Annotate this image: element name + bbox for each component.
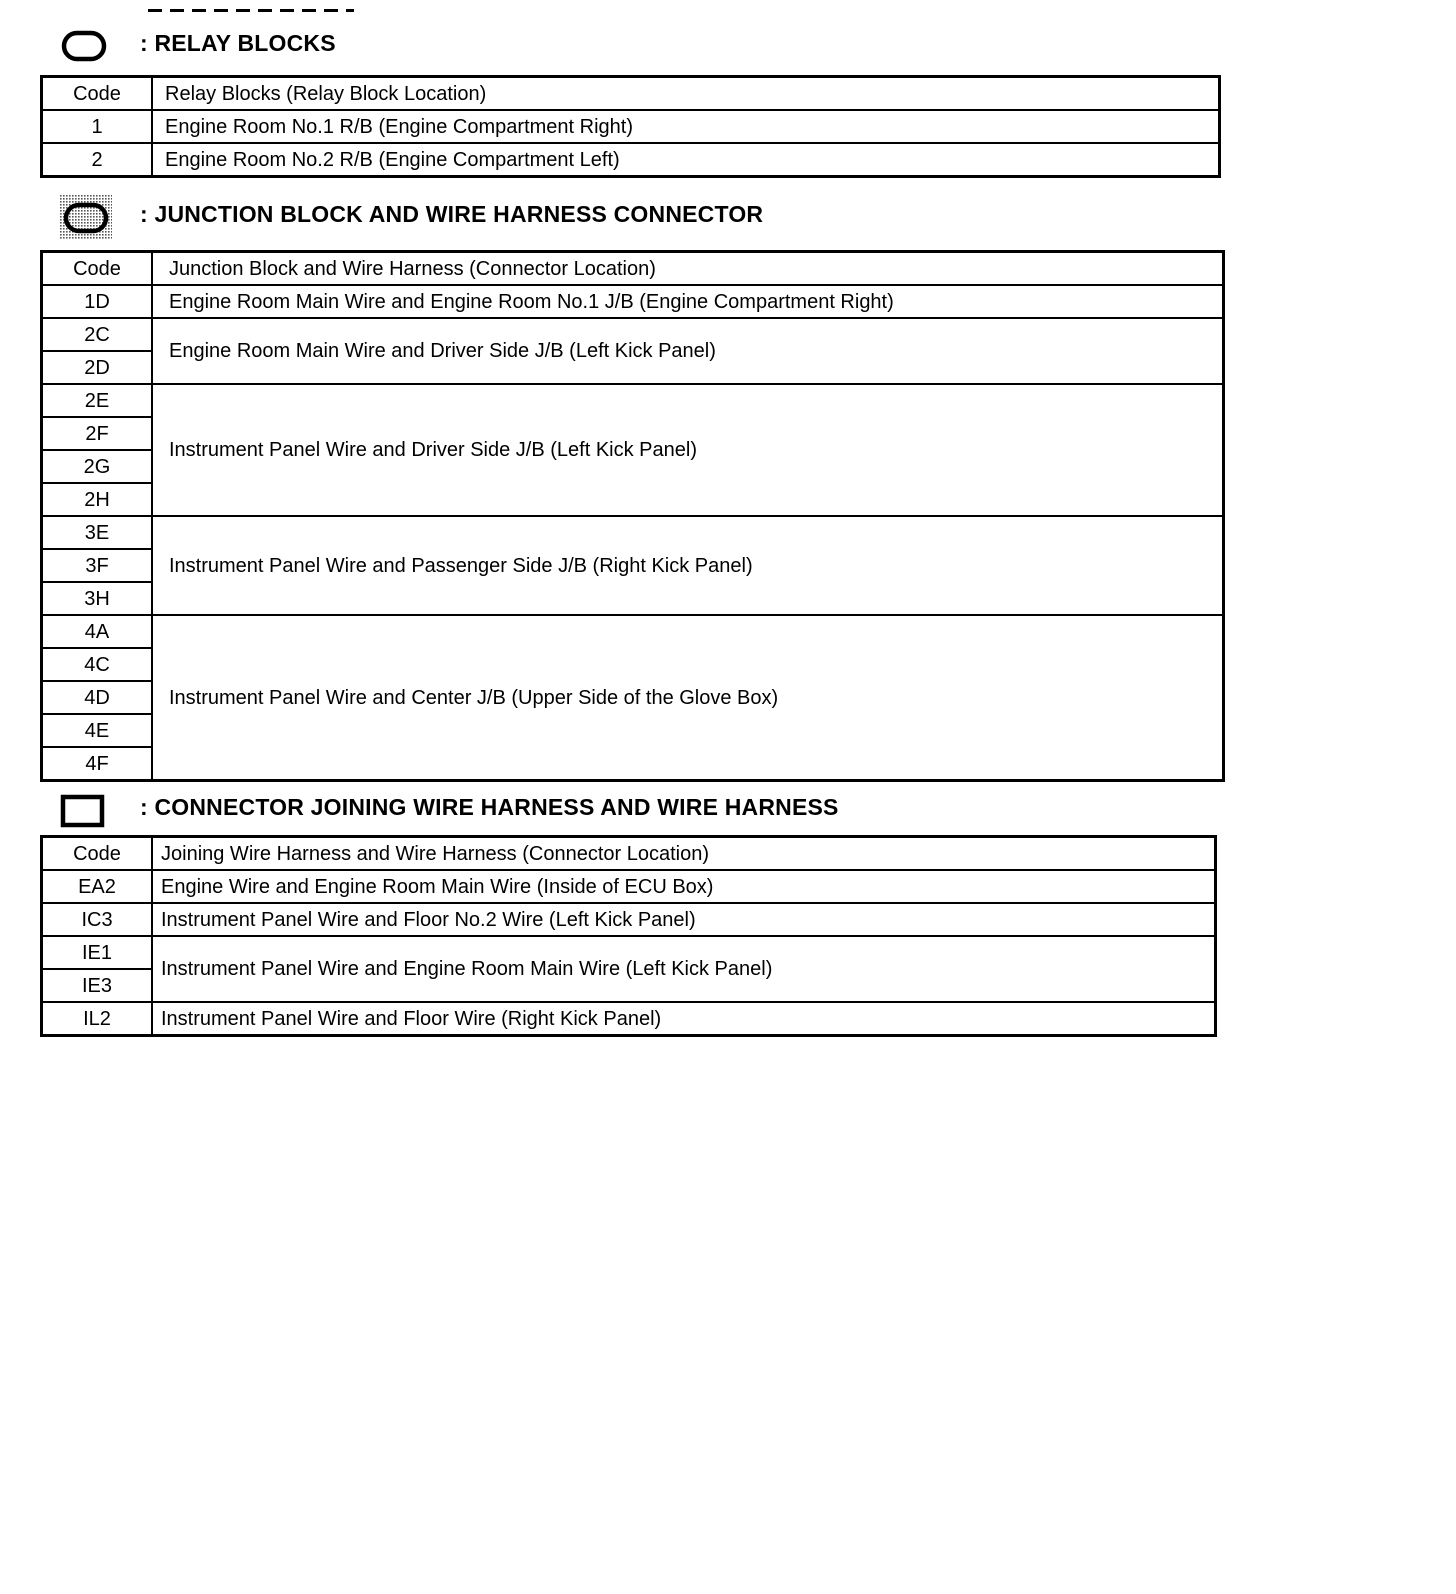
code-cell: 3E <box>42 516 153 549</box>
table-row <box>42 903 1216 936</box>
code-cell: IL2 <box>42 1002 153 1036</box>
code-cell: 3H <box>42 582 153 615</box>
code-header: Code <box>42 77 153 111</box>
cropped-heading-fragment <box>148 9 354 12</box>
table-row <box>42 870 1216 903</box>
location-cell: Engine Wire and Engine Room Main Wire (Inside of ECU Box) <box>152 870 1216 903</box>
location-cell: Instrument Panel Wire and Engine Room Main Wire (Left Kick Panel) <box>152 936 1216 1002</box>
location-header: Relay Blocks (Relay Block Location) <box>152 77 1220 111</box>
code-cell: IE3 <box>42 969 153 1002</box>
connector-joining-table <box>40 835 1217 1037</box>
code-cell: 2G <box>42 450 153 483</box>
code-header: Code <box>42 252 153 286</box>
table-row <box>42 285 1224 318</box>
table-row <box>42 318 1224 351</box>
location-header: Junction Block and Wire Harness (Connector Location) <box>152 252 1224 286</box>
code-cell: 2H <box>42 483 153 516</box>
shaded-rounded-oval-icon <box>60 195 116 243</box>
code-cell: 3F <box>42 549 153 582</box>
code-cell: IC3 <box>42 903 153 936</box>
table-header-row <box>42 77 1220 111</box>
junction-block-title: : JUNCTION BLOCK AND WIRE HARNESS CONNECTOR <box>140 201 764 227</box>
table-row <box>42 143 1220 177</box>
code-cell: 2E <box>42 384 153 417</box>
code-header: Code <box>42 837 153 871</box>
relay-blocks-table <box>40 75 1221 178</box>
table-header-row <box>42 837 1216 871</box>
rectangle-icon <box>60 792 108 830</box>
table-row <box>42 936 1216 969</box>
table-header-row <box>42 252 1224 286</box>
table-row <box>42 615 1224 648</box>
table-row <box>42 384 1224 417</box>
code-cell: 2F <box>42 417 153 450</box>
location-cell: Instrument Panel Wire and Passenger Side J/B (Right Kick Panel) <box>152 516 1224 615</box>
location-cell: Instrument Panel Wire and Driver Side J/B (Left Kick Panel) <box>152 384 1224 516</box>
code-cell: 4D <box>42 681 153 714</box>
code-cell: 2D <box>42 351 153 384</box>
table-row <box>42 1002 1216 1036</box>
table-row <box>42 110 1220 143</box>
location-cell: Instrument Panel Wire and Floor No.2 Wire (Left Kick Panel) <box>152 903 1216 936</box>
code-cell: 4A <box>42 615 153 648</box>
location-cell: Engine Room Main Wire and Driver Side J/B (Left Kick Panel) <box>152 318 1224 384</box>
code-cell: 2C <box>42 318 153 351</box>
connector-joining-title: : CONNECTOR JOINING WIRE HARNESS AND WIRE HARNESS <box>140 794 839 820</box>
code-cell: 4F <box>42 747 153 781</box>
location-cell: Instrument Panel Wire and Floor Wire (Right Kick Panel) <box>152 1002 1216 1036</box>
location-cell: Engine Room Main Wire and Engine Room No.1 J/B (Engine Compartment Right) <box>152 285 1224 318</box>
location-cell: Engine Room No.1 R/B (Engine Compartment Right) <box>152 110 1220 143</box>
code-cell: EA2 <box>42 870 153 903</box>
code-cell: 2 <box>42 143 153 177</box>
code-cell: 1 <box>42 110 153 143</box>
location-cell: Instrument Panel Wire and Center J/B (Upper Side of the Glove Box) <box>152 615 1224 781</box>
relay-blocks-title: : RELAY BLOCKS <box>140 30 336 56</box>
code-cell: 4E <box>42 714 153 747</box>
rounded-oval-icon <box>60 28 108 64</box>
code-cell: 1D <box>42 285 153 318</box>
location-cell: Engine Room No.2 R/B (Engine Compartment Left) <box>152 143 1220 177</box>
table-row <box>42 516 1224 549</box>
code-cell: 4C <box>42 648 153 681</box>
code-cell: IE1 <box>42 936 153 969</box>
junction-block-table <box>40 250 1225 782</box>
location-header: Joining Wire Harness and Wire Harness (Connector Location) <box>152 837 1216 871</box>
